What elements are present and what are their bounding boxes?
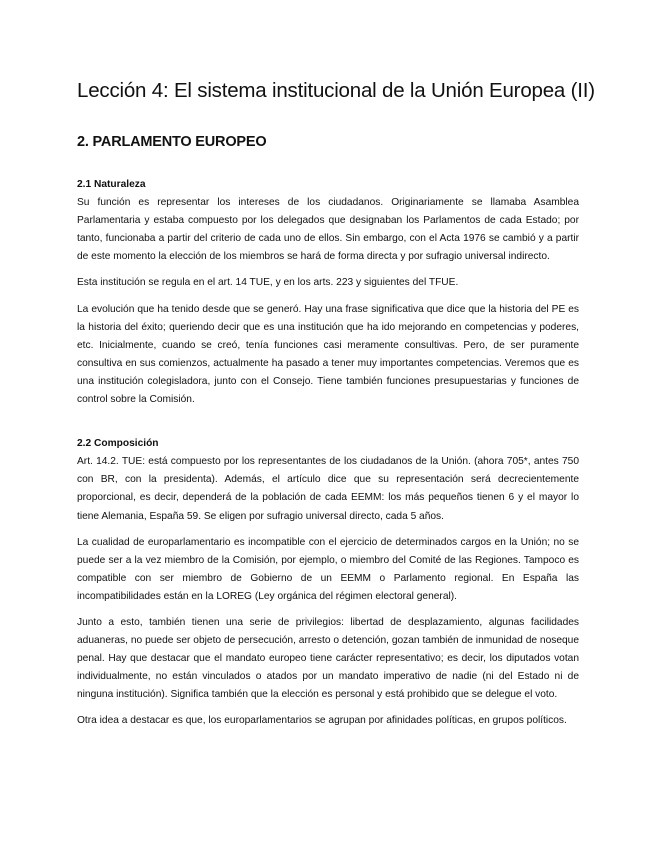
page-title: Lección 4: El sistema institucional de la Unión Europea (II) — [77, 79, 595, 102]
paragraph-naturaleza-2: Esta institución se regula en el art. 14 TUE, y en los arts. 223 y siguientes del TFUE. — [77, 277, 459, 289]
paragraph-naturaleza-3: La evolución que ha tenido desde que se generó. Hay una frase significativa que dice que la historia del PE es la historia del éxito; queriendo decir que es una institución que ha ido mejorando en competencias y poderes, etc. Inicialmente, cuando se creó, tenía funciones casi meramente consultivas. Pero, de ser puramente consultiva en sus comienzos, actualmente ha pasado a tener muy importantes competencias. Veremos que es una institución colegisladora, junto con el Consejo. Tiene también funciones presupuestarias y funciones de control sobre la Comisión. — [77, 303, 579, 406]
paragraph-composicion-3: Junto a esto, también tienen una serie de privilegios: libertad de desplazamiento, algunas facilidades aduaneras, no puede ser objeto de persecución, arresto o detención, gozan también de inmunidad de noseque penal. Hay que destacar que el mandato europeo tiene carácter representativo; es decir, los diputados votan individualmente, no están vinculados o atados por un mandato imperativo de nadie (ni del Estado ni de ninguna institución). Significa también que la elección es personal y está prohibido que se delegue el voto. — [77, 616, 579, 701]
document-body — [77, 176, 579, 731]
subsection-heading-naturaleza: 2.1 Naturaleza — [77, 179, 146, 190]
section-title: 2. PARLAMENTO EUROPEO — [77, 134, 267, 150]
paragraph-composicion-2: La cualidad de europarlamentario es incompatible con el ejercicio de determinados cargos en la Unión; no se puede ser a la vez miembro de la Comisión, por ejemplo, o miembro del Comité de las Regiones. Tampoco es compatible con ser miembro de Gobierno de un EEMM o Parlamento regional. En España las incompatibilidades están en la LOREG (Ley orgánica del régimen electoral general). — [77, 536, 579, 602]
paragraph-naturaleza-1: Su función es representar los intereses de los ciudadanos. Originariamente se llamaba Asamblea Parlamentaria y estaba compuesto por los delegados que designaban los Parlamentos de cada Estado; por tanto, funcionaba a partir del criterio de cada uno de ellos. Sin embargo, con el Acta 1976 se cambió y a partir de este momento la elección de los miembros se hará de forma directa y por sufragio universal indirecto. — [77, 197, 579, 263]
paragraph-composicion-4: Otra idea a destacar es que, los europarlamentarios se agrupan por afinidades políticas, en grupos políticos. — [77, 715, 567, 727]
paragraph-composicion-1: Art. 14.2. TUE: está compuesto por los representantes de los ciudadanos de la Unión. (ahora 705*, antes 750 con BR, con la presidenta). Además, el artículo dice que su representación será decrecientemente proporcional, es decir, dependerá de la población de cada EEMM: los más pequeños tienen 6 y el mayor lo tiene Alemania, España 59. Se eligen por sufragio universal directo, cada 5 años. — [77, 456, 579, 522]
subsection-heading-composicion: 2.2 Composición — [77, 438, 159, 450]
